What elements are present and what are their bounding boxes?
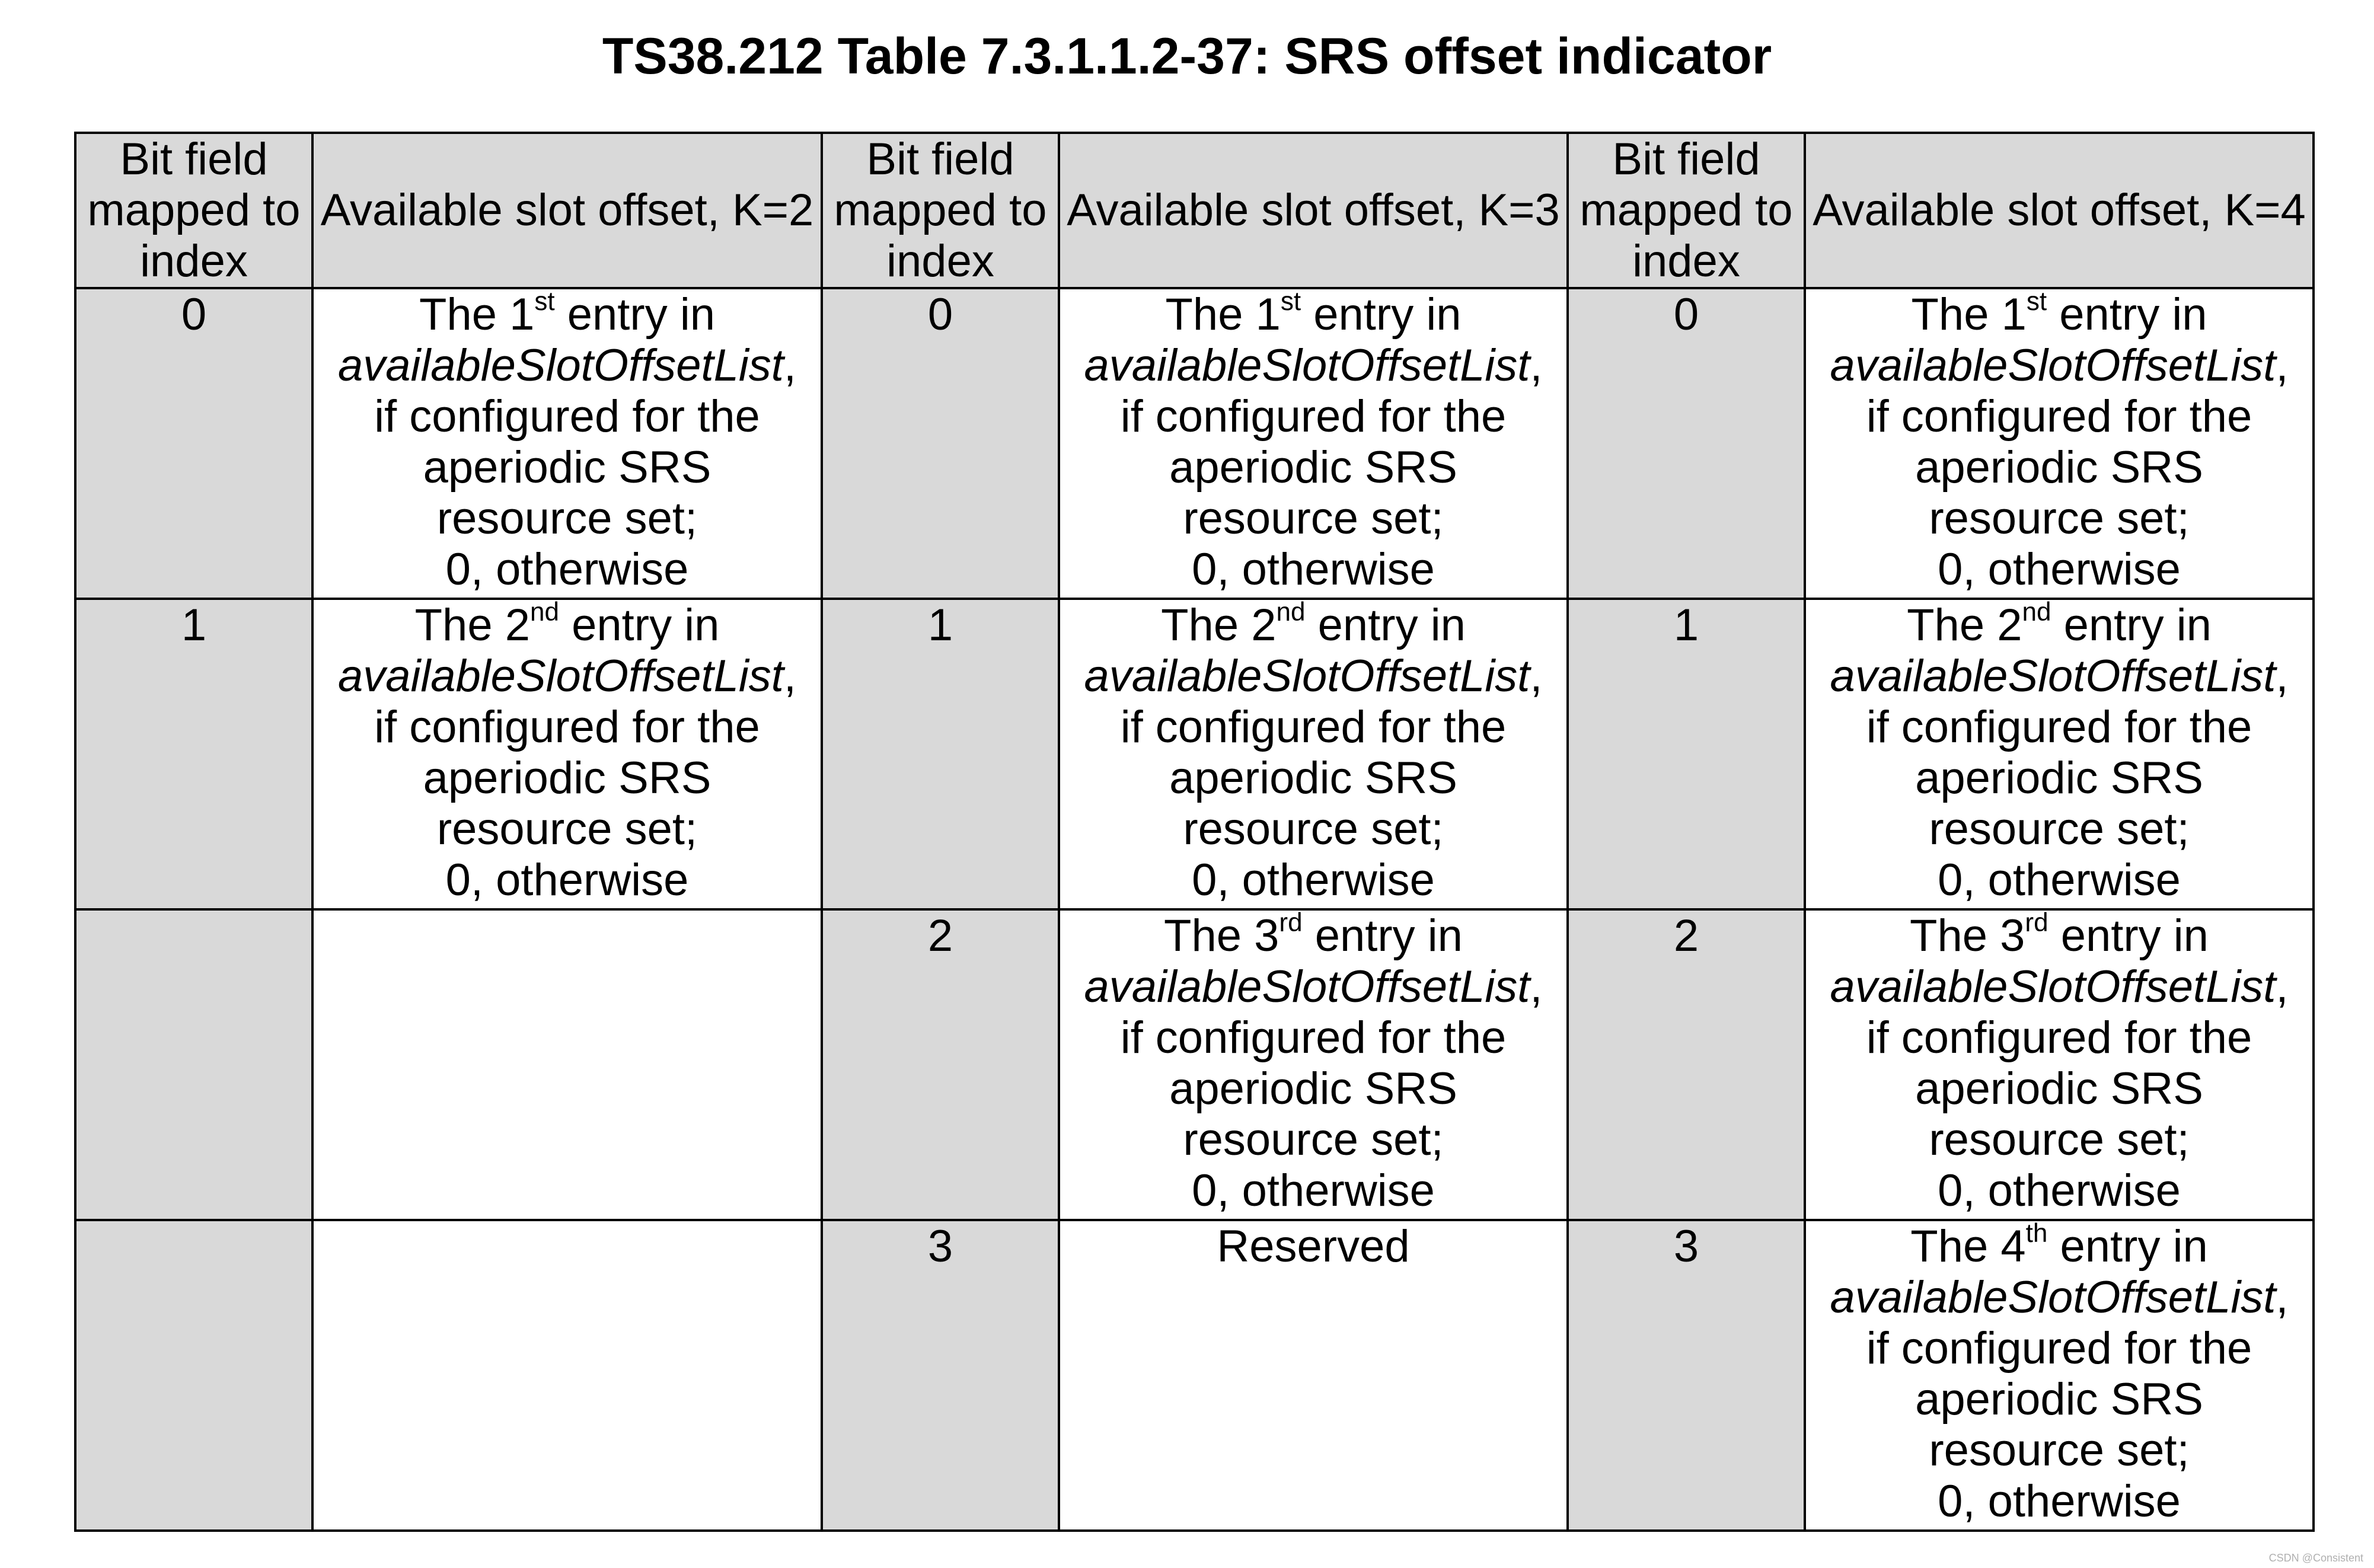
index-cell-k3: 3 bbox=[822, 1220, 1059, 1531]
index-cell-k2 bbox=[75, 1220, 312, 1531]
header-slot-offset-k3: Available slot offset, K=3 bbox=[1059, 133, 1568, 288]
table-title: TS38.212 Table 7.3.1.1.2-37: SRS offset indicator bbox=[602, 28, 1772, 85]
header-slot-offset-k4: Available slot offset, K=4 bbox=[1805, 133, 2314, 288]
index-cell-k4: 1 bbox=[1568, 599, 1805, 909]
header-slot-offset-k2: Available slot offset, K=2 bbox=[312, 133, 822, 288]
index-cell-k4: 3 bbox=[1568, 1220, 1805, 1531]
index-cell-k3: 1 bbox=[822, 599, 1059, 909]
index-cell-k2: 1 bbox=[75, 599, 312, 909]
table-row bbox=[75, 288, 2314, 599]
slot-offset-cell-k2 bbox=[312, 1220, 822, 1531]
slot-offset-cell-k4: The 3rd entry in availableSlotOffsetList, if configured for the aperiodic SRS resource set; 0, otherwise bbox=[1805, 909, 2314, 1220]
index-cell-k3: 2 bbox=[822, 909, 1059, 1220]
header-bit-field-k2: Bit field mapped to index bbox=[75, 133, 312, 288]
slot-offset-cell-k3: The 2nd entry in availableSlotOffsetList, if configured for the aperiodic SRS resource set; 0, otherwise bbox=[1059, 599, 1568, 909]
table-row bbox=[75, 599, 2314, 909]
slot-offset-cell-k4: The 4th entry in availableSlotOffsetList, if configured for the aperiodic SRS resource set; 0, otherwise bbox=[1805, 1220, 2314, 1531]
slot-offset-cell-k3: The 1st entry in availableSlotOffsetList, if configured for the aperiodic SRS resource set; 0, otherwise bbox=[1059, 288, 1568, 599]
slot-offset-cell-k3: The 3rd entry in availableSlotOffsetList, if configured for the aperiodic SRS resource set; 0, otherwise bbox=[1059, 909, 1568, 1220]
slot-offset-cell-k4: The 1st entry in availableSlotOffsetList, if configured for the aperiodic SRS resource set; 0, otherwise bbox=[1805, 288, 2314, 599]
slot-offset-cell-k4: The 2nd entry in availableSlotOffsetList, if configured for the aperiodic SRS resource set; 0, otherwise bbox=[1805, 599, 2314, 909]
header-row bbox=[75, 133, 2314, 288]
watermark: CSDN @Consistent bbox=[2268, 1552, 2363, 1564]
table-row bbox=[75, 1220, 2314, 1531]
slot-offset-cell-k2: The 1st entry in availableSlotOffsetList, if configured for the aperiodic SRS resource set; 0, otherwise bbox=[312, 288, 822, 599]
header-bit-field-k4: Bit field mapped to index bbox=[1568, 133, 1805, 288]
slot-offset-cell-k3: Reserved bbox=[1059, 1220, 1568, 1531]
slot-offset-cell-k2: The 2nd entry in availableSlotOffsetList, if configured for the aperiodic SRS resource set; 0, otherwise bbox=[312, 599, 822, 909]
table-row bbox=[75, 909, 2314, 1220]
index-cell-k2 bbox=[75, 909, 312, 1220]
index-cell-k3: 0 bbox=[822, 288, 1059, 599]
index-cell-k2: 0 bbox=[75, 288, 312, 599]
srs-offset-table bbox=[74, 132, 2315, 1532]
header-bit-field-k3: Bit field mapped to index bbox=[822, 133, 1059, 288]
slot-offset-cell-k2 bbox=[312, 909, 822, 1220]
index-cell-k4: 2 bbox=[1568, 909, 1805, 1220]
index-cell-k4: 0 bbox=[1568, 288, 1805, 599]
